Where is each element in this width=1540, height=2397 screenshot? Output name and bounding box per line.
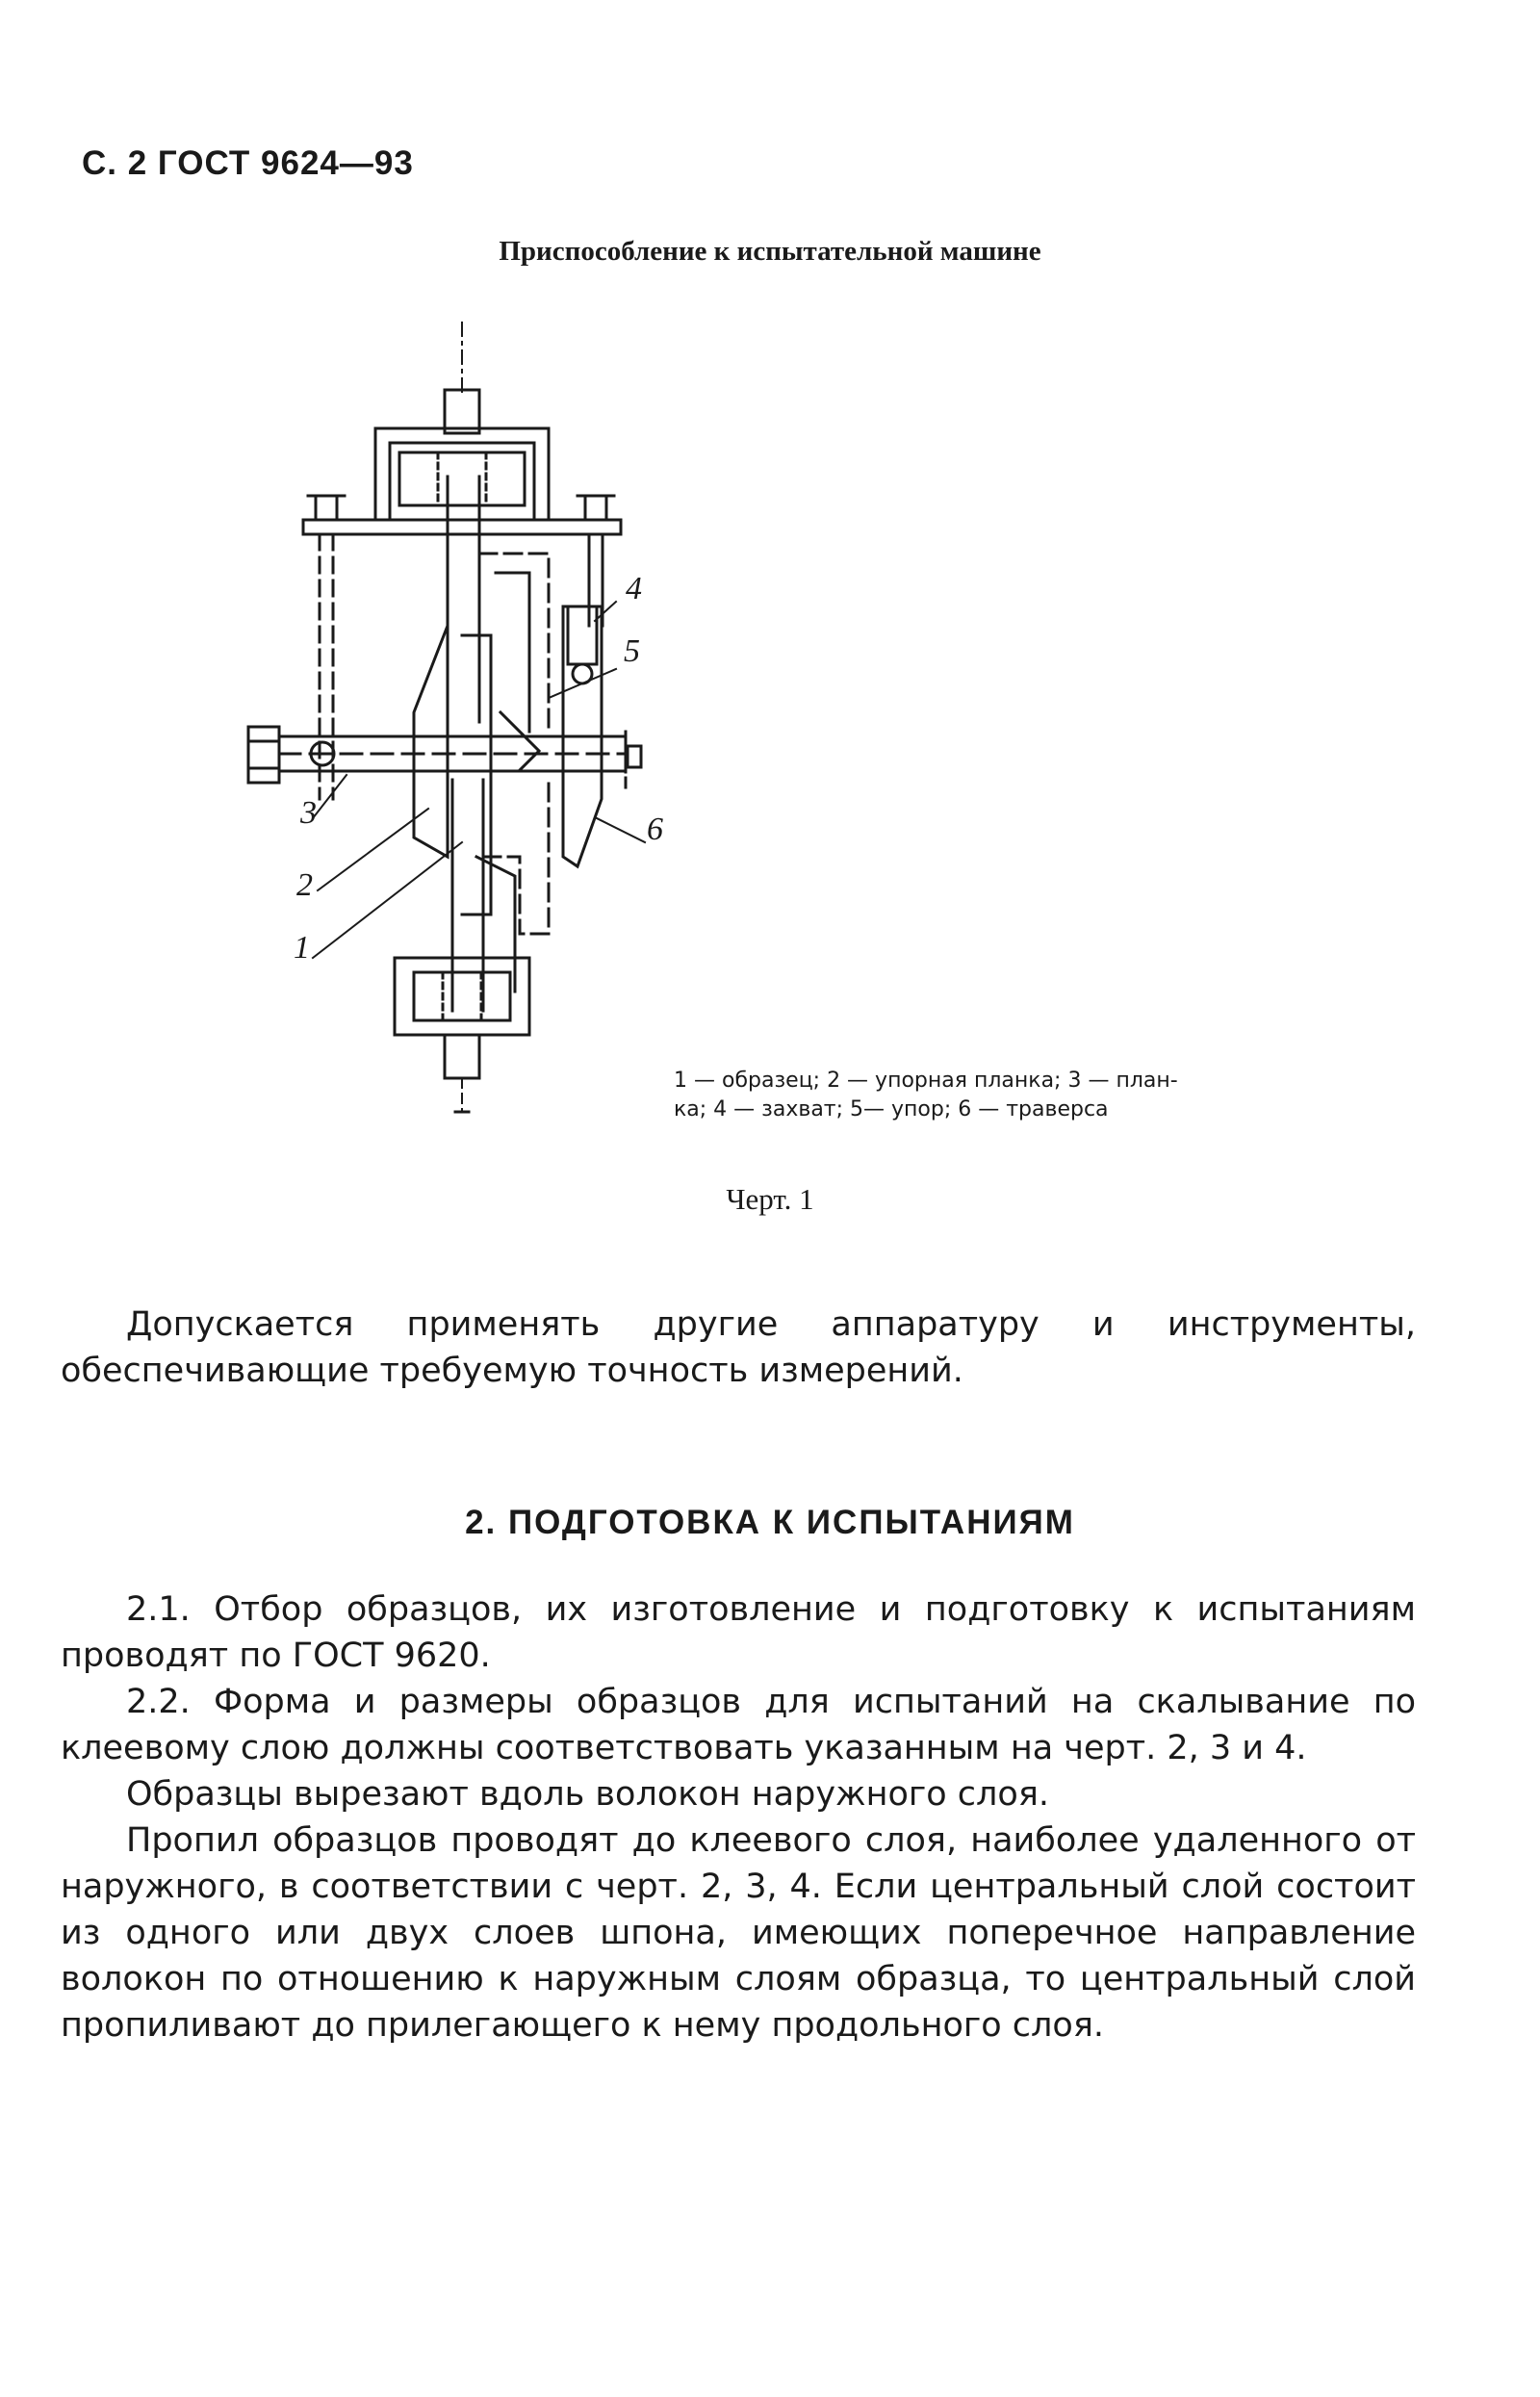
leader-3 <box>313 775 346 818</box>
figure-title: Приспособление к испытательной машине <box>499 236 1041 267</box>
grip <box>568 606 597 664</box>
legend-line: 1 — образец; 2 — упорная планка; 3 — план- <box>674 1069 1178 1093</box>
callout-3: 3 <box>300 795 317 831</box>
lower-link <box>452 780 483 1011</box>
fixture-drawing-svg <box>231 318 712 1117</box>
callout-6: 6 <box>647 812 663 847</box>
top-clamp-inner <box>390 443 534 520</box>
paragraph-2-1: 2.1. Отбор образцов, их изготовление и подготовку к испытаниям проводят по ГОСТ 9620. <box>61 1590 1416 1675</box>
leader-1 <box>313 842 462 958</box>
fixture-drawing <box>231 318 712 1117</box>
paragraph-cut: Образцы вырезают вдоль волокон наружного слоя. <box>126 1775 1050 1814</box>
intro-paragraph-block <box>61 1302 1416 1394</box>
leader-5 <box>549 669 616 698</box>
top-rod <box>445 390 479 433</box>
figure-caption: Черт. 1 <box>726 1182 814 1216</box>
intro-paragraph: Допускается применять другие аппаратуру и инструменты, обеспечивающие требуемую точность измерений. <box>61 1305 1416 1390</box>
paragraph-saw: Пропил образцов проводят до клеевого слоя, наиболее удаленного от наружного, в соответствии с черт. 2, 3, 4. Если центральный слой состоит из одного или двух слоев шпона, имеющих поперечное направление волокон по отношению к наружным слоям образца, то центральный слой пропиливают до прилегающего к нему продольного слоя. <box>61 1821 1416 2045</box>
leader-6 <box>597 818 645 842</box>
top-jaw <box>399 452 525 505</box>
bottom-rod <box>445 1035 479 1078</box>
right-bolt-head <box>585 496 606 520</box>
upper-link <box>448 477 479 732</box>
callout-5: 5 <box>624 633 640 669</box>
figure-legend <box>674 1067 1328 1124</box>
left-bracket <box>248 727 279 783</box>
legend-line: ка; 4 — захват; 5— упор; 6 — траверса <box>674 1097 1109 1121</box>
specimen-block <box>414 626 448 857</box>
callout-1: 1 <box>294 930 310 966</box>
stop <box>500 712 539 770</box>
page-header: С. 2 ГОСТ 9624—93 <box>82 144 414 182</box>
section-body <box>61 1586 1416 2049</box>
left-bolt-head <box>316 496 337 520</box>
top-cross-bar <box>303 520 621 534</box>
leader-2 <box>318 809 428 890</box>
section-heading: 2. ПОДГОТОВКА К ИСПЫТАНИЯМ <box>465 1504 1075 1541</box>
callout-4: 4 <box>626 571 642 606</box>
stop-plate <box>462 635 491 915</box>
paragraph-2-2: 2.2. Форма и размеры образцов для испытаний на скалывание по клеевому слою должны соответствовать указанным на черт. 2, 3 и 4. <box>61 1683 1416 1767</box>
callout-2: 2 <box>296 867 313 903</box>
